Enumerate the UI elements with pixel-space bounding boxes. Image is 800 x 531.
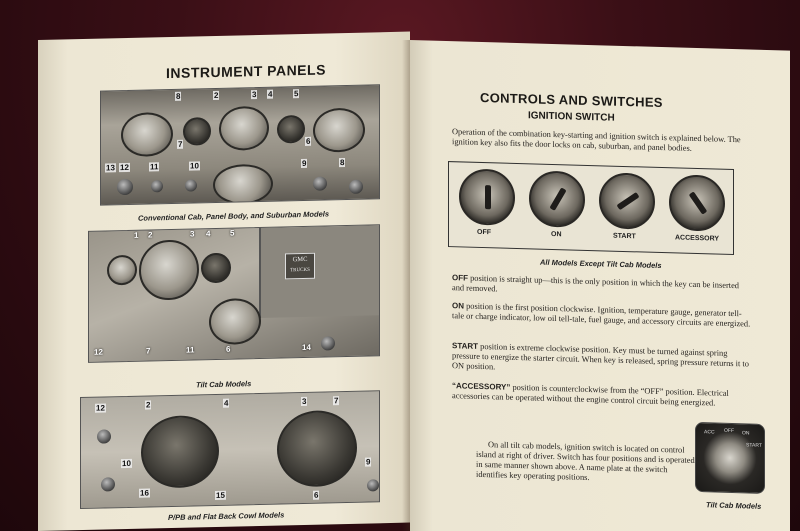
open-manual (38, 40, 790, 531)
switch-label: OFF (477, 228, 491, 237)
callout-number: 10 (122, 458, 131, 469)
control-knob (97, 429, 111, 443)
accessory-paragraph (452, 381, 752, 409)
flat-back-cowl-panel-photo (80, 390, 380, 509)
control-knob (185, 179, 197, 191)
paragraph-text: position is counterclockwise from the “OFF” position. Electrical accessories can be operated without the engine control circuit being energized. (452, 382, 729, 408)
left-gauge (183, 117, 211, 146)
section-title: CONTROLS AND SWITCHES (480, 89, 663, 111)
callout-number: 3 (190, 229, 195, 239)
figure-caption: All Models Except Tilt Cab Models (540, 257, 662, 271)
tilt-cab-ignition-plate (695, 422, 765, 494)
right-gauge (277, 115, 305, 144)
control-knob (117, 179, 133, 195)
callout-number: 7 (146, 346, 151, 356)
intro-paragraph: Operation of the combination key-starting and ignition switch is explained below. The ignition key also fits the door locks on cab, suburban, and panel bodies. (452, 127, 741, 153)
callout-number: 11 (150, 162, 159, 172)
steering-hub (209, 298, 261, 345)
callout-number: 14 (302, 342, 311, 353)
section-subtitle: IGNITION SWITCH (528, 110, 615, 124)
control-knob (321, 336, 335, 350)
plate-label: ON (742, 430, 750, 437)
callout-number: 9 (366, 457, 371, 467)
callout-number: 12 (120, 162, 129, 173)
callout-number: 4 (224, 398, 229, 408)
speedometer-gauge (121, 112, 173, 157)
badge-text: TRUCKS (290, 267, 310, 274)
ignition-switch-photo (448, 161, 734, 255)
gmc-trucks-badge (285, 253, 315, 280)
switch-start-position (599, 172, 655, 230)
callout-number: 12 (94, 347, 103, 357)
callout-number: 7 (178, 139, 183, 149)
callout-number: 12 (96, 403, 105, 413)
switch-label: ACCESSORY (675, 234, 720, 243)
switch-off-position (459, 168, 515, 226)
right-gauge (201, 253, 231, 284)
control-knob (367, 479, 379, 491)
speedometer-gauge (139, 239, 199, 300)
center-gauge (219, 106, 269, 151)
cab-wall (259, 225, 380, 318)
off-paragraph (452, 273, 752, 301)
callout-number: 3 (302, 396, 307, 407)
callout-number: 6 (314, 490, 319, 500)
switch-accessory-position (669, 174, 725, 232)
callout-number: 4 (268, 89, 273, 99)
callout-number: 8 (340, 158, 345, 168)
callout-number: 15 (216, 490, 225, 500)
callout-number: 8 (176, 91, 181, 101)
callout-number: 6 (226, 344, 231, 354)
conventional-cab-panel-photo (100, 84, 380, 205)
switch-label: ON (551, 230, 562, 239)
callout-number: 2 (214, 90, 219, 101)
switch-on-position (529, 170, 585, 228)
right-page (410, 40, 790, 531)
callout-number: 5 (230, 228, 235, 238)
on-paragraph (452, 301, 752, 329)
callout-number: 5 (294, 89, 299, 99)
plate-label: OFF (724, 427, 734, 435)
term: OFF (452, 273, 468, 283)
figure-caption: Tilt Cab Models (196, 379, 252, 390)
callout-number: 2 (146, 400, 151, 410)
page-title: INSTRUMENT PANELS (166, 61, 326, 82)
callout-number: 4 (206, 229, 211, 239)
key-slot (689, 191, 708, 214)
control-knob (349, 180, 363, 194)
tilt-cab-panel-photo (88, 224, 380, 363)
term: ON (452, 301, 464, 311)
right-dial-gauge (277, 410, 357, 488)
control-knob (101, 477, 115, 491)
left-page (38, 32, 410, 531)
callout-number: 11 (186, 345, 195, 355)
tilt-cab-paragraph: On all tilt cab models, ignition switch is located on control island at right of driver. Switch has four positions and is operated in same manner shown above. A name plate at the switch identifies key operating positions. (476, 440, 695, 483)
control-knob (151, 180, 163, 192)
key-slot (549, 187, 566, 211)
figure-caption: Tilt Cab Models (706, 500, 762, 511)
clock-gauge (313, 108, 365, 153)
paragraph-text: position is the first position clockwise. Ignition, temperature gauge, generator tell-tale or charge indicator, low oil tell-tale, fuel gauge, and accessory circuits are energized. (452, 301, 751, 329)
figure-caption: P/PB and Flat Back Cowl Models (168, 510, 285, 523)
switch-label: START (613, 232, 636, 241)
paragraph-text: position is straight up—this is the only position in which the key can be inserted and removed. (452, 273, 739, 294)
plate-label: START (746, 442, 762, 449)
paragraph-text: position is extreme clockwise position. Key must be turned against spring pressure to energize the starter circuit. When key is released, spring pressure returns it to ON position. (452, 341, 749, 372)
key-slot (485, 185, 491, 209)
callout-number: 9 (302, 158, 307, 169)
callout-number: 10 (190, 161, 199, 171)
figure-caption: Conventional Cab, Panel Body, and Suburban Models (138, 209, 329, 223)
term: START (452, 341, 479, 351)
callout-number: 7 (334, 396, 339, 406)
callout-number: 13 (106, 163, 115, 173)
callout-number: 6 (306, 136, 311, 146)
term: “ACCESSORY” (452, 381, 511, 392)
callout-number: 16 (140, 488, 149, 498)
callout-number: 2 (148, 230, 153, 240)
key-slot (616, 192, 639, 210)
badge-text: GMC (292, 255, 308, 264)
callout-number: 1 (134, 230, 139, 240)
callout-number: 3 (252, 90, 257, 100)
start-paragraph (452, 341, 752, 379)
left-dial-gauge (141, 415, 219, 489)
left-gauge (107, 255, 137, 286)
plate-label: ACC (704, 429, 715, 436)
steering-hub (213, 164, 273, 205)
control-knob (313, 176, 327, 190)
